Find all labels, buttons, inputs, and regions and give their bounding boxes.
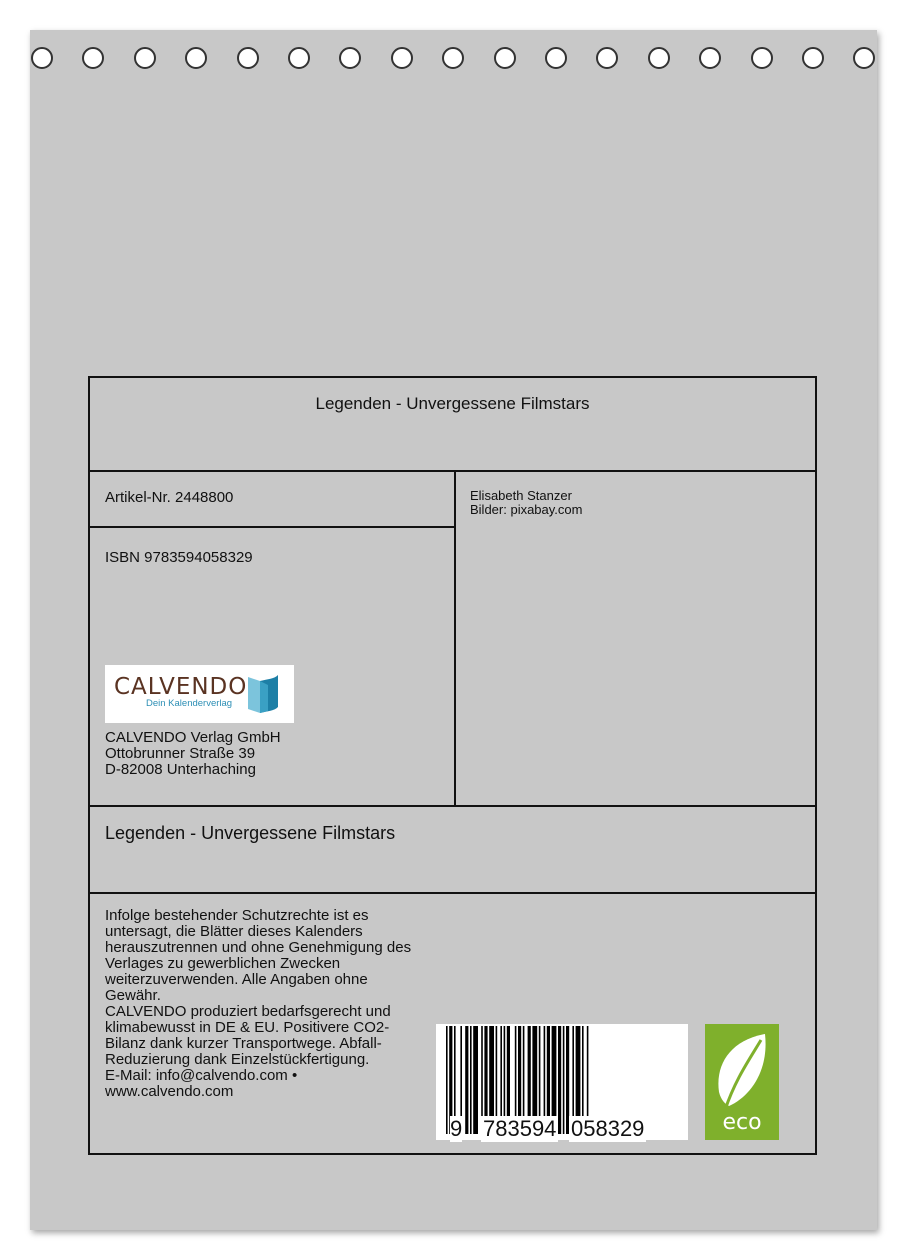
eco-badge xyxy=(705,1024,779,1140)
isbn-barcode xyxy=(436,1024,688,1140)
divider xyxy=(90,470,815,472)
barcode-group-2: 058329 xyxy=(571,1116,645,1141)
binding-hole xyxy=(134,47,156,69)
info-frame xyxy=(88,376,817,1155)
isbn-text: ISBN 9783594058329 xyxy=(105,549,253,566)
article-number: Artikel-Nr. 2448800 xyxy=(105,489,234,506)
calendar-title: Legenden - Unvergessene Filmstars xyxy=(105,823,396,843)
logo-wordmark: CALVENDO xyxy=(114,674,248,700)
binding-hole xyxy=(288,47,310,69)
barcode-first-digit: 9 xyxy=(450,1116,463,1141)
binding-hole xyxy=(751,47,773,69)
calvendo-mark-icon xyxy=(246,673,282,715)
barcode-bars xyxy=(436,1024,688,1140)
binding-hole xyxy=(494,47,516,69)
credits-text: Elisabeth Stanzer Bilder: pixabay.com xyxy=(470,488,583,517)
logo-tagline: Dein Kalenderverlag xyxy=(146,698,233,709)
divider xyxy=(90,526,454,528)
divider xyxy=(90,805,815,807)
binding-hole xyxy=(391,47,413,69)
divider xyxy=(90,892,815,894)
binding-hole xyxy=(237,47,259,69)
binding-hole xyxy=(648,47,670,69)
divider xyxy=(454,470,456,807)
binding-hole xyxy=(802,47,824,69)
header-title: Legenden - Unvergessene Filmstars xyxy=(315,394,590,413)
binding-hole xyxy=(31,47,53,69)
leaf-icon xyxy=(711,1030,773,1112)
legal-text: Infolge bestehender Schutzrechte ist es untersagt, die Blätter dieses Kalenders herauszutrennen und ohne Genehmigung des Verlages zu gewerblichen Zwecken weiterzuverwenden. Alle Angaben ohne Gewähr. CALVENDO produziert bedarfsgerecht und klimabewusst in DE & EU. Positivere CO2- Bilanz dank kurzer Transportwege. Abfall- Reduzierung dank Einzelstückfertigung. E-Mail: info@calvendo.com • www.calvendo.com xyxy=(105,907,412,1100)
publisher-address: CALVENDO Verlag GmbH Ottobrunner Straße 39 D-82008 Unterhaching xyxy=(105,729,281,778)
binding-hole xyxy=(545,47,567,69)
barcode-group-1: 783594 xyxy=(483,1116,557,1141)
eco-label: eco xyxy=(722,1110,762,1135)
calvendo-logo xyxy=(105,665,294,723)
spiral-binding-holes xyxy=(0,0,905,60)
